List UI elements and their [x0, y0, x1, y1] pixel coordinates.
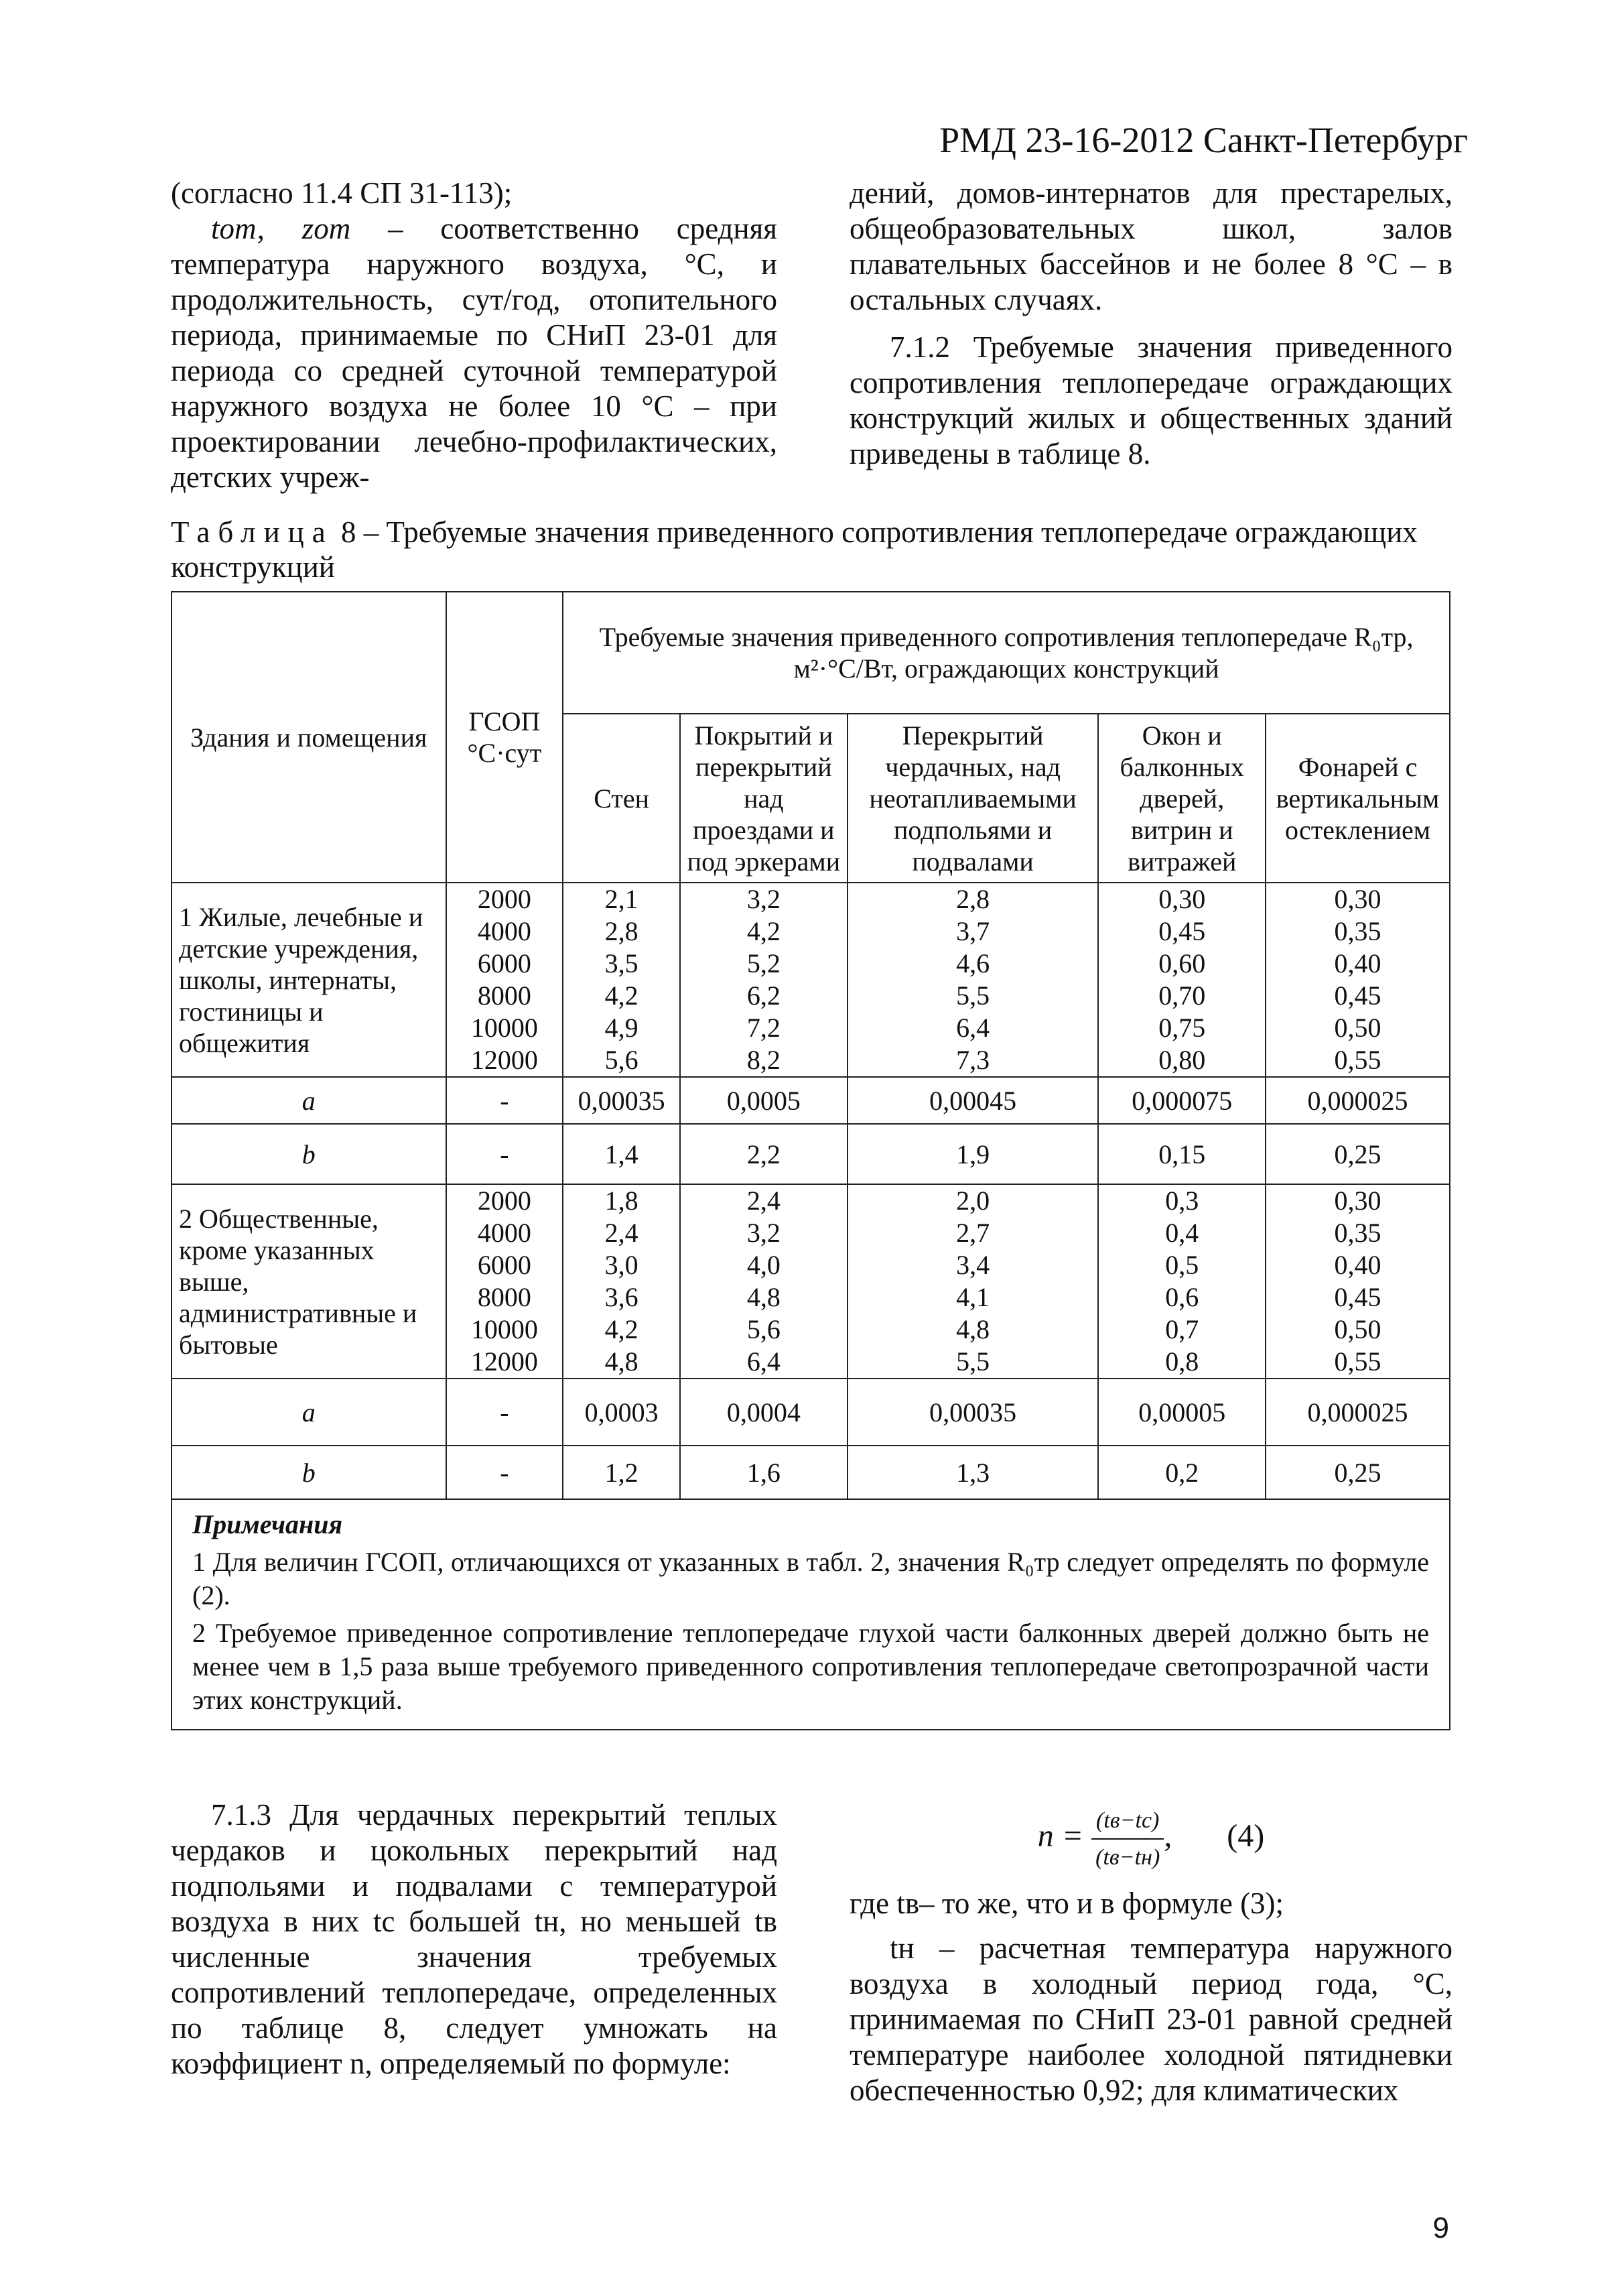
cell: 0,000025: [1266, 1379, 1450, 1446]
header-building: Здания и помещения: [172, 592, 446, 883]
paragraph: [171, 211, 777, 495]
value: 0,30: [1334, 884, 1381, 914]
value: 8,2: [746, 1045, 781, 1075]
value: 3,2: [746, 1218, 781, 1248]
paragraph: tн – расчетная температура наружного воздуха в холодный период года, °С, принимаемая по СНиП 23-01 равной средней температуре наиболее холодной пятидневки обеспеченностью 0,92; для климатических: [850, 1931, 1452, 2107]
header-group-resistance: Требуемые значения приведенного сопротивления теплопередаче R₀тр, м²·°С/Вт, ограждающих конструкций: [563, 592, 1450, 714]
cell: 0,00005: [1098, 1379, 1266, 1446]
table-row: [172, 883, 1450, 1077]
value: 4,8: [604, 1346, 638, 1377]
paragraph: (согласно 11.4 СП 31-113);: [171, 176, 513, 210]
value: 3,0: [604, 1250, 638, 1280]
value: 2,0: [956, 1186, 990, 1216]
cell: -: [446, 1446, 563, 1499]
value: 4000: [477, 1218, 531, 1248]
value: 10000: [470, 1314, 538, 1344]
cell: 1,3: [848, 1446, 1099, 1499]
header-windows: Окон и балконных дверей, витрин и витражей: [1098, 714, 1266, 883]
value: 12000: [470, 1346, 538, 1377]
value: 5,5: [956, 980, 990, 1011]
gsop-cell: [446, 883, 563, 1077]
paragraph: 7.1.3 Для чердачных перекрытий теплых чердаков и цокольных перекрытий над подпольями и подвалами с температурой воздуха в них tс большей tн, но меньшей tв численные значения требуемых сопротивлений теплопередаче, определенных по таблице 8, следует умножать на коэффициент n, определяемый по формуле:: [171, 1798, 777, 2080]
value: 2,4: [746, 1186, 781, 1216]
cell: 0,0004: [680, 1379, 848, 1446]
value: 0,80: [1158, 1045, 1206, 1075]
skylights-cell: [1266, 1184, 1450, 1379]
value: 4,8: [746, 1282, 781, 1312]
cell: 0,00035: [848, 1379, 1099, 1446]
value: 4,0: [746, 1250, 781, 1280]
table-notes-row: [172, 1499, 1450, 1730]
value: 0,75: [1158, 1013, 1206, 1043]
header-roofs: Покрытий и перекрытий над проездами и под эркерами: [680, 714, 848, 883]
cell: 0,0005: [680, 1077, 848, 1124]
value: 6,4: [956, 1013, 990, 1043]
value: 6000: [477, 1250, 531, 1280]
value: 1,8: [604, 1186, 638, 1216]
value: 0,45: [1158, 916, 1206, 946]
value: 6,4: [746, 1346, 781, 1377]
value: 0,8: [1165, 1346, 1199, 1377]
cell: 0,00045: [848, 1077, 1099, 1124]
coef-label: b: [301, 1457, 316, 1488]
coef-label: a: [301, 1085, 316, 1116]
value: 0,60: [1158, 948, 1206, 978]
value: 3,6: [604, 1282, 638, 1312]
value: 6,2: [746, 980, 781, 1011]
cell: 1,2: [563, 1446, 680, 1499]
value: 0,35: [1334, 916, 1381, 946]
formula-numerator: (tв−tс): [1091, 1803, 1164, 1840]
cell: 0,2: [1098, 1446, 1266, 1499]
value: 4,1: [956, 1282, 990, 1312]
cell: 0,25: [1266, 1446, 1450, 1499]
value: 5,6: [746, 1314, 781, 1344]
value: 0,30: [1334, 1186, 1381, 1216]
header-gsop: ГСОП °С·сут: [446, 592, 563, 883]
table-row: [172, 1184, 1450, 1379]
cell: 0,00035: [563, 1077, 680, 1124]
cell: 2,2: [680, 1124, 848, 1184]
value: 3,2: [746, 884, 781, 914]
table-8: [171, 591, 1450, 1730]
value: 0,40: [1334, 948, 1381, 978]
variable-names: tот, zот: [211, 212, 351, 245]
cell: 1,4: [563, 1124, 680, 1184]
document-header: РМД 23-16-2012 Санкт-Петербург: [939, 120, 1468, 160]
paragraph: дений, домов-интернатов для престарелых, общеобразовательных школ, залов плавательных бассейнов и не более 8 °С – в остальных случаях.: [850, 176, 1452, 316]
value: 2000: [477, 1186, 531, 1216]
roofs-cell: [680, 883, 848, 1077]
cell: -: [446, 1077, 563, 1124]
table-row-b: [172, 1124, 1450, 1184]
right-column-top: [850, 176, 1452, 472]
value: 4,2: [746, 916, 781, 946]
formula-fraction: [1091, 1803, 1164, 1875]
value: 3,5: [604, 948, 638, 978]
value: 5,6: [604, 1045, 638, 1075]
value: 3,4: [956, 1250, 990, 1280]
group-name: 1 Жилые, лечебные и детские учреждения, школы, интернаты, гостиницы и общежития: [172, 883, 446, 1077]
value: 0,55: [1334, 1045, 1381, 1075]
value: 0,5: [1165, 1250, 1199, 1280]
header-walls: Стен: [563, 714, 680, 883]
cell: 0,000025: [1266, 1077, 1450, 1124]
value: 0,30: [1158, 884, 1206, 914]
value: 3,7: [956, 916, 990, 946]
note-1: 1 Для величин ГСОП, отличающихся от указанных в табл. 2, значения R₀тр следует определять по формуле (2).: [192, 1547, 1429, 1610]
right-column-bottom: [850, 1803, 1452, 2108]
value: 2,1: [604, 884, 638, 914]
header-attic-floors: Перекрытий чердачных, над неотапливаемыми подпольями и подвалами: [848, 714, 1099, 883]
value: 0,40: [1334, 1250, 1381, 1280]
table-row-a: [172, 1379, 1450, 1446]
value: 5,5: [956, 1346, 990, 1377]
value: 6000: [477, 948, 531, 978]
cell: 0,000075: [1098, 1077, 1266, 1124]
paragraph: где tв– то же, что и в формуле (3);: [850, 1887, 1284, 1920]
value: 0,55: [1334, 1346, 1381, 1377]
attic-cell: [848, 883, 1099, 1077]
cell: -: [446, 1124, 563, 1184]
table-caption-label: Таблица: [171, 515, 334, 549]
value: 8000: [477, 980, 531, 1011]
value: 4,2: [604, 1314, 638, 1344]
table-caption: [171, 515, 1457, 584]
formula-denominator: (tв−tн): [1095, 1845, 1160, 1870]
left-column-top: [171, 176, 777, 495]
value: 0,50: [1334, 1314, 1381, 1344]
coef-label: b: [301, 1139, 316, 1169]
value: 2,8: [956, 884, 990, 914]
value: 7,2: [746, 1013, 781, 1043]
value: 0,3: [1165, 1186, 1199, 1216]
value: 2,4: [604, 1218, 638, 1248]
group-name: 2 Общественные, кроме указанных выше, административные и бытовые: [172, 1184, 446, 1379]
cell: 0,25: [1266, 1124, 1450, 1184]
windows-cell: [1098, 883, 1266, 1077]
attic-cell: [848, 1184, 1099, 1379]
value: 4,2: [604, 980, 638, 1011]
value: 4,8: [956, 1314, 990, 1344]
value: 5,2: [746, 948, 781, 978]
paragraph: 7.1.2 Требуемые значения приведенного сопротивления теплопередаче ограждающих конструкций жилых и общественных зданий приведены в таблице 8.: [850, 330, 1452, 470]
formula-comma: ,: [1164, 1818, 1172, 1854]
cell: 1,6: [680, 1446, 848, 1499]
formula-4: [850, 1803, 1452, 1875]
table-row-a: [172, 1077, 1450, 1124]
value: 0,7: [1165, 1314, 1199, 1344]
value: 0,6: [1165, 1282, 1199, 1312]
gsop-cell: [446, 1184, 563, 1379]
cell: 0,15: [1098, 1124, 1266, 1184]
walls-cell: [563, 1184, 680, 1379]
table-notes: [172, 1499, 1450, 1730]
table-row-b: [172, 1446, 1450, 1499]
walls-cell: [563, 883, 680, 1077]
skylights-cell: [1266, 883, 1450, 1077]
value: 4,6: [956, 948, 990, 978]
value: 7,3: [956, 1045, 990, 1075]
roofs-cell: [680, 1184, 848, 1379]
value: 2,7: [956, 1218, 990, 1248]
table-caption-text: 8 – Требуемые значения приведенного сопротивления теплопередаче ограждающих конструкций: [171, 515, 1418, 584]
formula-number: (4): [1227, 1818, 1265, 1854]
value: 2,8: [604, 916, 638, 946]
value: 0,35: [1334, 1218, 1381, 1248]
page-number: 9: [1432, 2212, 1449, 2244]
value: 0,70: [1158, 980, 1206, 1011]
value: 0,4: [1165, 1218, 1199, 1248]
value: 0,45: [1334, 1282, 1381, 1312]
notes-title: Примечания: [192, 1509, 343, 1539]
value: 0,50: [1334, 1013, 1381, 1043]
value: 8000: [477, 1282, 531, 1312]
windows-cell: [1098, 1184, 1266, 1379]
left-column-bottom: [171, 1797, 777, 2082]
value: 2000: [477, 884, 531, 914]
formula-lhs: n =: [1037, 1818, 1084, 1854]
cell: -: [446, 1379, 563, 1446]
value: 4000: [477, 916, 531, 946]
note-2: 2 Требуемое приведенное сопротивление теплопередаче глухой части балконных дверей должно быть не менее чем в 1,5 раза выше требуемого приведенного сопротивления теплопередаче светопрозрачной части этих конструкций.: [192, 1618, 1429, 1715]
value: 4,9: [604, 1013, 638, 1043]
value: 10000: [470, 1013, 538, 1043]
value: 12000: [470, 1045, 538, 1075]
value: 0,45: [1334, 980, 1381, 1011]
coef-label: a: [301, 1397, 316, 1427]
header-skylights: Фонарей с вертикальным остеклением: [1266, 714, 1450, 883]
cell: 1,9: [848, 1124, 1099, 1184]
cell: 0,0003: [563, 1379, 680, 1446]
paragraph-text: – соответственно средняя температура наружного воздуха, °С, и продолжительность, сут/год, отопительного периода, принимаемые по СНиП 23-01 для периода со средней суточной температурой наружного воздуха не более 10 °С – при проектировании лечебно-профилактических, детских учреж-: [171, 212, 777, 494]
